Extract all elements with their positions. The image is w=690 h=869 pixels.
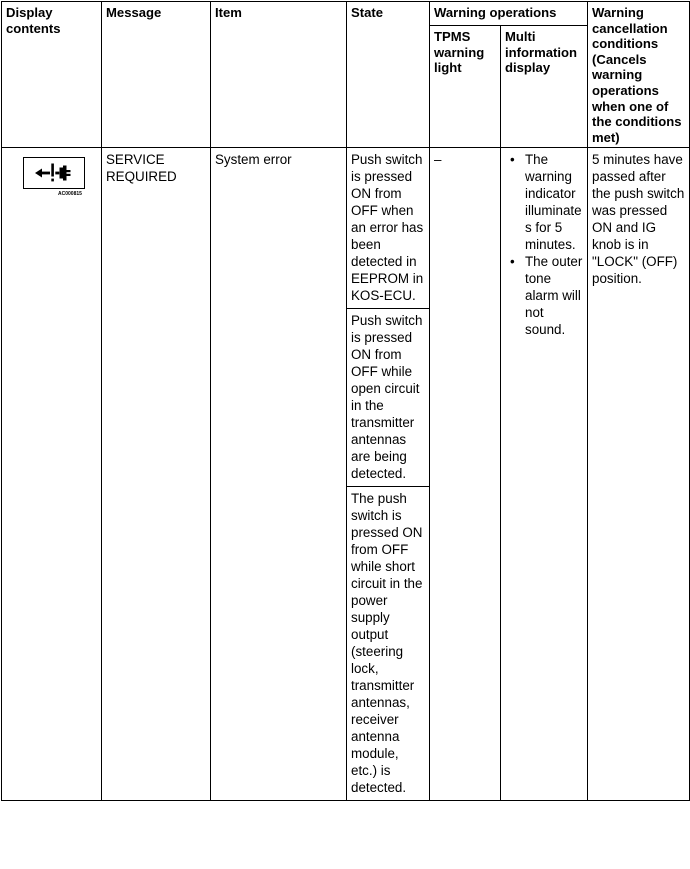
cancellation-condition-cell: 5 minutes have passed after the push switch was pressed ON and IG knob is in "LOCK" (OFF) position. [588, 148, 690, 801]
table-row [2, 148, 690, 309]
display-contents-cell [2, 148, 102, 801]
header-message: Message [102, 2, 211, 148]
list-item: • The outer tone alarm will not sound. [525, 253, 584, 338]
warning-table [1, 1, 690, 801]
header-item: Item [211, 2, 347, 148]
item-cell: System error [211, 148, 347, 801]
header-cancellation-note: (Cancels warning operations when one of the conditions met) [592, 51, 682, 145]
tpms-warning-light-cell: – [430, 148, 501, 801]
header-multi-information-display: Multi information display [501, 26, 588, 148]
steering-lock-warning-icon [23, 157, 85, 189]
state-cell-3: The push switch is pressed ON from OFF while short circuit in the power supply output (steering lock, transmitter antennas, receiver antenna module, etc.) is detected. [347, 487, 430, 801]
header-cancellation-title: Warning cancellation conditions [592, 5, 668, 52]
icon-code: AC000815 [58, 191, 82, 198]
header-state: State [347, 2, 430, 148]
multi-information-display-cell [501, 148, 588, 801]
header-tpms-warning-light: TPMS warning light [430, 26, 501, 148]
state-cell-2: Push switch is pressed ON from OFF while open circuit in the transmitter antennas are being detected. [347, 309, 430, 487]
header-display-contents: Display contents [2, 2, 102, 148]
steering-lock-icon-graphic [33, 162, 75, 184]
list-item: • The warning indicator illuminates for 5 minutes. [525, 151, 584, 253]
header-cancellation-conditions [588, 2, 690, 148]
state-cell-1: Push switch is pressed ON from OFF when an error has been detected in EEPROM in KOS-ECU. [347, 148, 430, 309]
mid-bullet-list [505, 151, 584, 338]
message-cell: SERVICE REQUIRED [102, 148, 211, 801]
header-warning-operations: Warning operations [430, 2, 588, 26]
header-row-1 [2, 2, 690, 26]
